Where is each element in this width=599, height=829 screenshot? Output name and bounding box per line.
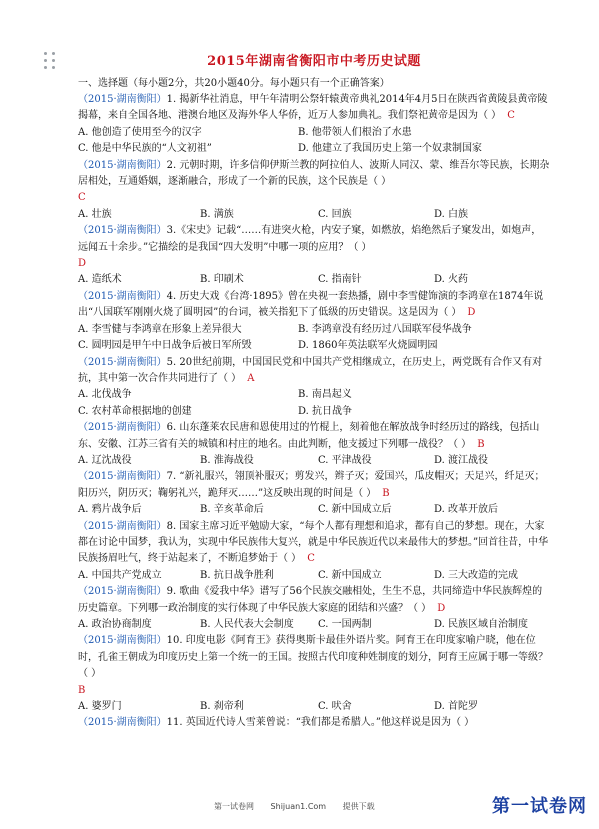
document-page <box>78 44 550 804</box>
question-stem: 6. 山东蓬莱农民唐和恩使用过的竹棍上，刻着他在解放战争时经历过的路线，包括山东、安徽、江苏三省有关的城镇和村庄的地名。由此判断，他支援过下列哪一战役？（ ） <box>78 422 540 450</box>
question-source: （2015·湖南衡阳） <box>78 635 167 647</box>
option-list <box>78 387 550 420</box>
option-c: C. 农村革命根据地的创建 <box>78 405 192 417</box>
question-stem: 2. 元朝时期，许多信仰伊斯兰教的阿拉伯人、波斯人同汉、蒙、维吾尔等民族，长期杂居相处，互通婚姻，逐渐融合，形成了一个新的民族，这个民族是（ ） <box>78 159 550 188</box>
footer-middle: Shijuan1.Com <box>270 802 327 811</box>
question-text <box>78 158 550 191</box>
option-b: B. 淮海战役 <box>200 454 254 466</box>
footer <box>214 801 389 812</box>
option-d: D. 民族区域自治制度 <box>434 619 529 630</box>
question-text <box>78 420 550 453</box>
answer-key: B <box>78 684 86 696</box>
answer-key: C <box>507 110 515 122</box>
option-b: B. 李鸿章没有经历过八国联军侵华战争 <box>298 323 472 335</box>
option-list <box>78 453 550 469</box>
option-a: A. 他创造了使用至今的汉字 <box>78 126 202 138</box>
question-source: （2015·湖南衡阳） <box>78 717 167 729</box>
question-source: （2015·湖南衡阳） <box>78 422 167 434</box>
question-text <box>78 355 550 388</box>
option-d: D. 白族 <box>434 208 469 220</box>
option-list <box>78 322 550 355</box>
option-b: B. 刹帝利 <box>200 701 244 713</box>
option-list <box>78 207 550 223</box>
option-c: C. 新中国成立 <box>318 569 382 581</box>
option-b: B. 辛亥革命后 <box>200 504 264 516</box>
option-a: A. 北伐战争 <box>78 389 132 401</box>
question-10 <box>78 633 550 715</box>
question-stem: 4. 历史大戏《台湾·1895》曾在央视一套热播，剧中李雪健饰演的李鸿章在1874年说出“八国联军刚刚火烧了圆明园”的台词，被关指犯下了低级的历史错误。这是因为（ ） <box>78 290 544 319</box>
question-list <box>78 92 550 732</box>
option-d: D. 火药 <box>434 274 469 286</box>
question-source: （2015·湖南衡阳） <box>78 586 167 598</box>
section-heading: 一、选择题（每小题2分，共20小题40分。每小题只有一个正确答案） <box>78 78 390 89</box>
option-c: C. 指南针 <box>318 274 362 286</box>
option-list <box>78 272 550 288</box>
option-c: C. 回族 <box>318 208 352 220</box>
option-b: B. 印刷术 <box>200 274 244 286</box>
option-a: A. 造纸术 <box>78 274 122 286</box>
question-source: （2015·湖南衡阳） <box>78 159 167 171</box>
option-d: D. 三大改造的完成 <box>434 569 519 581</box>
answer-key: B <box>477 438 485 450</box>
option-a: A. 中国共产党成立 <box>78 569 162 581</box>
option-c: C. 他是中华民族的“人文初祖” <box>78 143 212 155</box>
option-b: B. 他带领人们根治了水患 <box>298 126 412 138</box>
question-6 <box>78 420 550 469</box>
option-b: B. 人民代表大会制度 <box>200 619 294 630</box>
option-list <box>78 699 550 715</box>
option-d: D. 他建立了我国历史上第一个奴隶制国家 <box>298 143 483 155</box>
option-a: A. 壮族 <box>78 208 112 220</box>
option-list <box>78 125 550 158</box>
answer-key: A <box>247 372 255 384</box>
question-source: （2015·湖南衡阳） <box>78 290 167 302</box>
option-c: C. 新中国成立后 <box>318 504 392 516</box>
answer-key: D <box>467 307 476 319</box>
answer-key: D <box>78 258 87 270</box>
option-c: C. 圆明园是甲午中日战争后被日军所毁 <box>78 340 252 352</box>
question-text <box>78 519 550 568</box>
question-source: （2015·湖南衡阳） <box>78 520 167 532</box>
question-text <box>78 469 550 502</box>
option-list <box>78 568 550 584</box>
question-3 <box>78 223 550 289</box>
option-d: D. 1860年英法联军火烧圆明园 <box>298 340 438 352</box>
question-4 <box>78 289 550 355</box>
option-c: C. 平津战役 <box>318 454 372 466</box>
page-title: 2015年湖南省衡阳市中考历史试题 <box>207 54 421 69</box>
answer-key: D <box>437 602 446 614</box>
question-text <box>78 584 550 617</box>
option-a: A. 辽沈战役 <box>78 454 132 466</box>
option-d: D. 渡江战役 <box>434 454 489 466</box>
option-d: D. 改革开放后 <box>434 504 499 516</box>
question-stem: 10. 印度电影《阿育王》获得奥斯卡最佳外语片奖。阿育王在印度家喻户晓，他在位时，孔雀王朝成为印度历史上第一个统一的王国。按照古代印度种姓制度的划分，阿育王应属于哪一等级？（ ） <box>78 635 548 680</box>
option-c: C. 一国两制 <box>318 619 372 630</box>
question-stem: 9. 歌曲《爱我中华》谱写了56个民族交融相处，生生不息，共同缔造中华民族辉煌的历史篇章。下列哪一政治制度的实行体现了中华民族大家庭的团结和兴盛？（ ） <box>78 586 543 614</box>
option-a: A. 婆罗门 <box>78 701 122 713</box>
footer-left: 第一试卷网 <box>214 802 254 811</box>
question-stem: 8. 国家主席习近平勉励大家，“每个人都有理想和追求，都有自己的梦想。现在，大家都在讨论中国梦，我认为，实现中华民族伟大复兴，就是中华民族近代以来最伟大的梦想。”回首往昔，中华民族扬眉吐气，终于站起来了，不断追梦始于（ ） <box>78 520 549 565</box>
option-a: A. 政治协商制度 <box>78 619 152 630</box>
question-source: （2015·湖南衡阳） <box>78 471 167 483</box>
question-source: （2015·湖南衡阳） <box>78 356 167 368</box>
question-stem: 7. “新礼服兴，翎顶补服灭；剪发兴，辫子灭；爱国兴，瓜皮帽灭；天足兴，纤足灭；阳历兴，阴历灭；鞠躬礼兴，跪拜灭……”这反映出现的时间是（ ） <box>78 471 545 499</box>
option-c: C. 吠舍 <box>318 701 352 713</box>
question-text <box>78 223 550 256</box>
question-5 <box>78 355 550 421</box>
question-11 <box>78 715 550 731</box>
answer-key: B <box>382 487 390 499</box>
option-b: B. 抗日战争胜利 <box>200 569 274 581</box>
question-source: （2015·湖南衡阳） <box>78 94 167 105</box>
footer-right: 提供下载 <box>342 802 375 811</box>
question-text <box>78 633 550 682</box>
option-list <box>78 502 550 518</box>
answer-key: C <box>307 553 315 565</box>
question-source: （2015·湖南衡阳） <box>78 225 167 237</box>
question-stem: 5. 20世纪前期，中国国民党和中国共产党相继成立，在历史上，两党既有合作又有对抗，其中第一次合作共同进行了（ ） <box>78 356 543 384</box>
answer-key: C <box>78 192 86 204</box>
option-d: D. 首陀罗 <box>434 701 479 713</box>
question-text <box>78 715 550 731</box>
option-d: D. 抗日战争 <box>298 405 353 417</box>
question-9 <box>78 584 550 633</box>
question-text <box>78 289 550 322</box>
option-a: A. 李雪健与李鸿章在形象上差异很大 <box>78 323 242 335</box>
question-1 <box>78 92 550 158</box>
option-list <box>78 617 550 633</box>
question-stem: 1. 揭新华社消息，甲午年清明公祭轩辕黄帝典礼2014年4月5日在陕西省黄陵县黄帝陵揭幕，来自全国各地、港澳台地区及海外华人华侨，近万人参加典礼。我们祭祀黄帝是因为（ ） <box>78 94 548 122</box>
option-b: B. 满族 <box>200 208 234 220</box>
question-8 <box>78 519 550 585</box>
question-stem: 11. 英国近代诗人雪莱曾说：“我们都是希腊人。”他这样说是因为（ ） <box>166 717 475 729</box>
option-b: B. 南昌起义 <box>298 389 352 401</box>
watermark-logo: 第一试卷网 <box>492 796 587 817</box>
question-text <box>78 92 550 125</box>
question-2 <box>78 158 550 224</box>
question-7 <box>78 469 550 518</box>
option-a: A. 鸦片战争后 <box>78 504 142 516</box>
drag-handle-icon[interactable] <box>44 52 56 70</box>
question-stem: 3.《宋史》记载“……有进突火枪，内安子窠，如燃放，焰绝然后子窠发出，如炮声，远闻五十余步。”它描绘的是我国“四大发明”中哪一项的应用？（ ） <box>78 225 542 253</box>
